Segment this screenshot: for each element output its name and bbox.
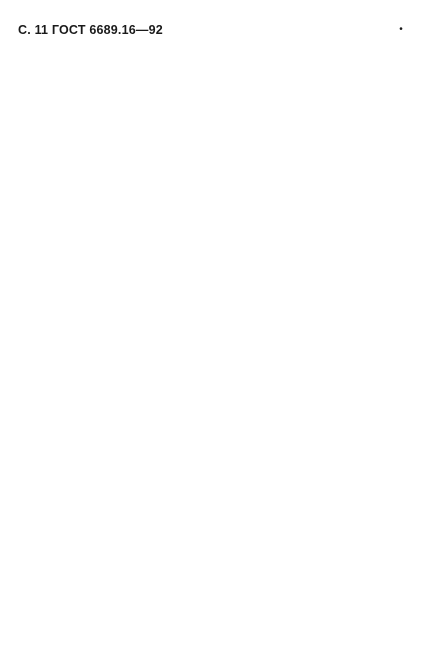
corner-mark: •	[399, 24, 403, 35]
page-header	[18, 23, 408, 39]
page-label: С. 11 ГОСТ 6689.16—92	[18, 23, 163, 37]
